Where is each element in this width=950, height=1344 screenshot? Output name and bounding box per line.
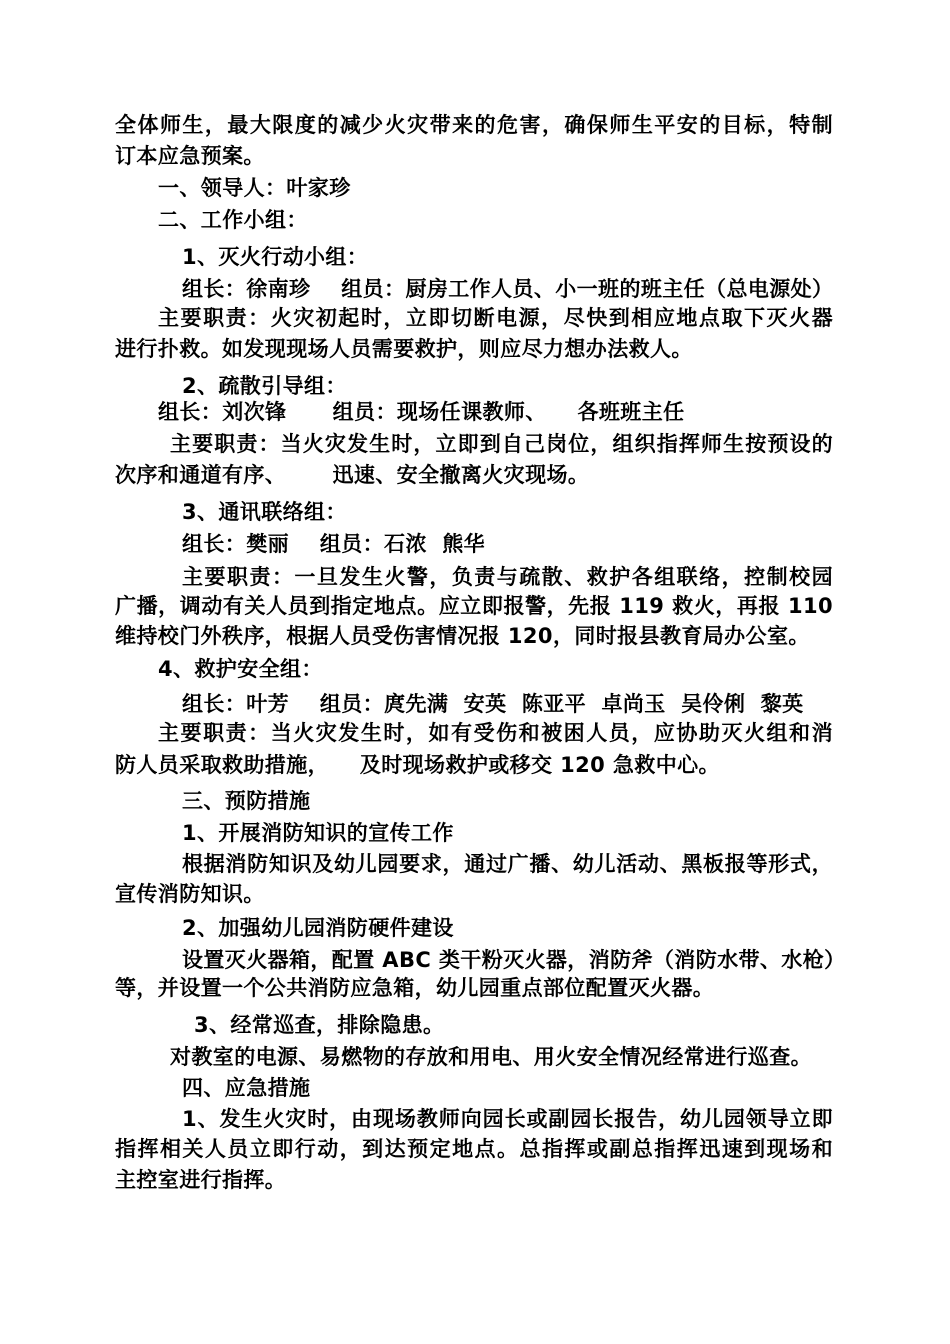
paragraph-line: 维持校门外秩序，根据人员受伤害情况报 120，同时报县教育局办公室。: [115, 624, 810, 648]
section-heading: 一、领导人：叶家珍: [158, 176, 351, 200]
paragraph-line: 组长：叶芳 组员：庹先满 安英 陈亚平 卓尚玉 吴伶俐 黎英: [182, 692, 804, 716]
subsection-heading: 4、救护安全组：: [158, 657, 323, 681]
paragraph-line: 全体师生，最大限度的减少火灾带来的危害，确保师生平安的目标，特制: [115, 113, 833, 137]
section-heading: 四、应急措施: [182, 1076, 311, 1100]
paragraph-line: 进行扑救。如发现现场人员需要救护，则应尽力想办法救人。: [115, 337, 693, 361]
subsection-heading: 1、开展消防知识的宣传工作: [182, 821, 454, 845]
section-heading: 三、预防措施: [182, 789, 311, 813]
paragraph-line: 宣传消防知识。: [115, 882, 265, 906]
paragraph-line: 广播，调动有关人员到指定地点。应立即报警，先报 119 救火，再报 110: [115, 594, 833, 618]
paragraph-line: 对教室的电源、易燃物的存放和用电、用火安全情况经常进行巡查。: [170, 1045, 812, 1069]
paragraph-line: 防人员采取救助措施， 及时现场救护或移交 120 急救中心。: [115, 753, 720, 777]
paragraph-line: 主要职责：当火灾发生时，如有受伤和被困人员，应协助灭火组和消: [158, 721, 833, 745]
section-heading: 二、工作小组：: [158, 208, 308, 232]
paragraph-line: 次序和通道有序、 迅速、安全撤离火灾现场。: [115, 463, 590, 487]
paragraph-line: 主要职责：当火灾发生时，立即到自己岗位，组织指挥师生按预设的: [170, 432, 833, 456]
paragraph-line: 组长：徐南珍 组员：厨房工作人员、小一班的班主任（总电源处）: [182, 277, 834, 301]
subsection-heading: 3、经常巡查，排除隐患。: [194, 1013, 445, 1037]
paragraph-line: 设置灭火器箱，配置 ABC 类干粉灭火器，消防斧（消防水带、水枪）: [182, 948, 846, 972]
subsection-heading: 3、通讯联络组：: [182, 500, 347, 524]
paragraph-line: 订本应急预案。: [115, 144, 265, 168]
paragraph-line: 指挥相关人员立即行动，到达预定地点。总指挥或副总指挥迅速到现场和: [115, 1137, 833, 1161]
paragraph-line: 主要职责：火灾初起时，立即切断电源，尽快到相应地点取下灭火器: [158, 306, 833, 330]
paragraph-line: 组长：樊丽 组员：石浓 熊华: [182, 532, 486, 556]
paragraph-line: 1、发生火灾时，由现场教师向园长或副园长报告，幼儿园领导立即: [182, 1107, 833, 1131]
paragraph-line: 根据消防知识及幼儿园要求，通过广播、幼儿活动、黑板报等形式，: [182, 852, 833, 876]
paragraph-line: 等，并设置一个公共消防应急箱，幼儿园重点部位配置灭火器。: [115, 976, 715, 1000]
paragraph-line: 组长：刘次锋 组员：现场任课教师、 各班班主任: [158, 400, 685, 424]
paragraph-line: 主控室进行指挥。: [115, 1168, 287, 1192]
subsection-heading: 2、疏散引导组：: [182, 374, 347, 398]
paragraph-line: 主要职责：一旦发生火警，负责与疏散、救护各组联络，控制校园: [182, 565, 833, 589]
subsection-heading: 2、加强幼儿园消防硬件建设: [182, 916, 454, 940]
subsection-heading: 1、灭火行动小组：: [182, 245, 369, 269]
